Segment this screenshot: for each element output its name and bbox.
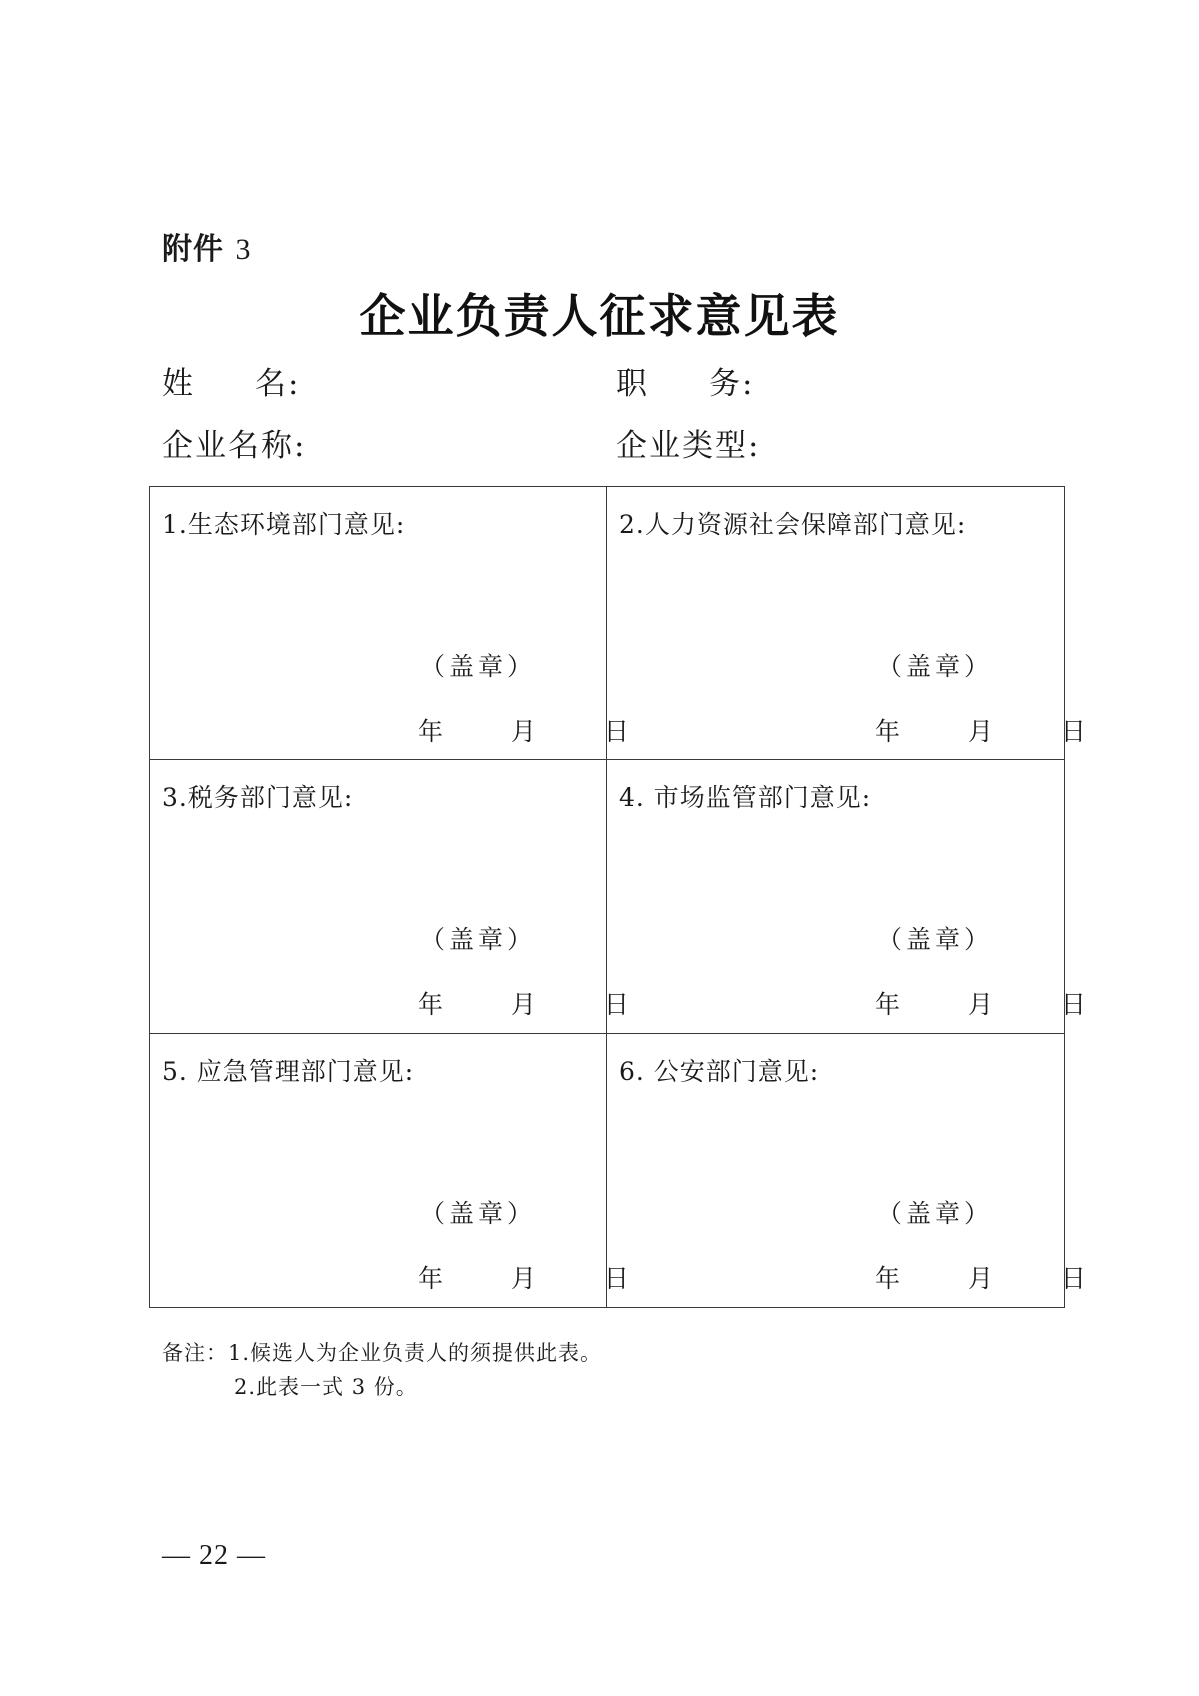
company-type-field xyxy=(616,420,760,465)
cell-label: 2.人力资源社会保障部门意见: xyxy=(619,510,967,539)
date-label: 年 月 日 xyxy=(875,1263,1116,1293)
cell-label: 5. 应急管理部门意见: xyxy=(162,1056,415,1086)
attachment-label xyxy=(162,224,251,268)
date-label: 年 月 日 xyxy=(418,1263,659,1293)
opinion-cell-environment xyxy=(150,487,659,760)
opinion-table xyxy=(149,486,1116,1308)
page-number: — 22 — xyxy=(162,1540,266,1571)
company-name-field xyxy=(162,420,306,465)
post-label-start: 职 xyxy=(616,366,709,402)
opinion-cell-public-security xyxy=(607,1034,1116,1307)
seal-label: （盖章） xyxy=(877,925,994,955)
page-title: 企业负责人征求意见表 xyxy=(359,289,840,343)
attachment-prefix: 附件 xyxy=(162,232,224,267)
date-label: 年 月 日 xyxy=(418,990,659,1020)
cell-label: 6. 公安部门意见: xyxy=(619,1056,820,1086)
post-label-end: 务: xyxy=(709,366,755,402)
name-field xyxy=(162,358,300,403)
cell-label: 3.税务部门意见: xyxy=(162,783,354,813)
date-label: 年 月 日 xyxy=(875,717,1116,746)
remarks xyxy=(162,1336,602,1404)
seal-label: （盖章） xyxy=(420,925,537,955)
cell-label: 1.生态环境部门意见: xyxy=(162,510,406,539)
seal-label: （盖章） xyxy=(877,652,994,681)
date-label: 年 月 日 xyxy=(875,990,1116,1020)
seal-label: （盖章） xyxy=(420,652,537,681)
opinion-cell-market-supervision xyxy=(607,760,1116,1033)
opinion-cell-human-resources xyxy=(607,487,1116,760)
name-label-end: 名: xyxy=(255,366,301,402)
remark-line-1: 备注：1.候选人为企业负责人的须提供此表。 xyxy=(162,1341,603,1365)
post-field xyxy=(616,358,754,403)
date-label: 年 月 日 xyxy=(418,717,659,746)
cell-label: 4. 市场监管部门意见: xyxy=(619,783,872,813)
remark-line-2: 2.此表一式 3 份。 xyxy=(234,1375,418,1399)
company-name-label: 企业名称: xyxy=(162,428,307,464)
company-type-label: 企业类型: xyxy=(616,428,761,464)
opinion-cell-emergency-management xyxy=(150,1034,659,1307)
name-label-start: 姓 xyxy=(162,366,255,402)
seal-label: （盖章） xyxy=(420,1198,537,1228)
seal-label: （盖章） xyxy=(877,1198,994,1228)
opinion-cell-tax xyxy=(150,760,659,1033)
attachment-number: 3 xyxy=(235,233,252,266)
